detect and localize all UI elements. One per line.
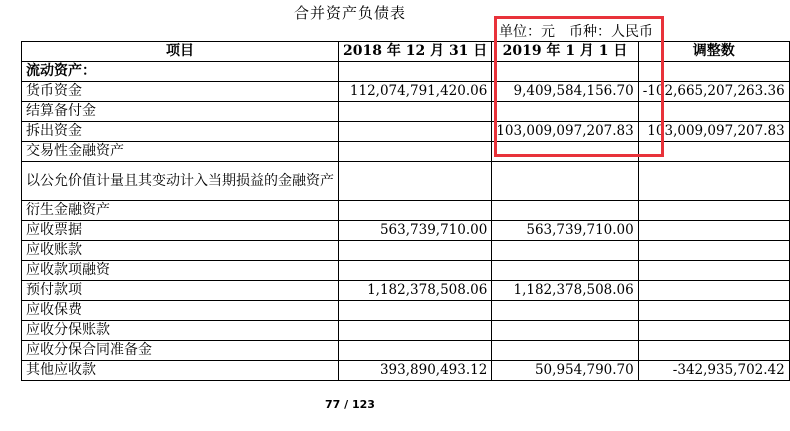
cell-adjustment — [638, 341, 789, 361]
cell-adjustment — [638, 201, 789, 221]
cell-2018: 1,182,378,508.06 — [339, 281, 492, 301]
cell-2018: 563,739,710.00 — [339, 221, 492, 241]
cell-adjustment — [638, 162, 789, 201]
row-label: 以公允价值计量且其变动计入当期损益的金融资产 — [22, 162, 339, 201]
cell-2019: 50,954,790.70 — [492, 361, 638, 381]
cell-2018: 112,074,791,420.06 — [339, 82, 492, 102]
row-label: 衍生金融资产 — [22, 201, 339, 221]
cell-2018 — [339, 102, 492, 122]
cell-adjustment — [638, 261, 789, 281]
table-row — [22, 62, 790, 82]
row-label: 拆出资金 — [22, 122, 339, 142]
cell-adjustment — [638, 301, 789, 321]
row-label: 应收账款 — [22, 241, 339, 261]
balance-sheet-table — [21, 41, 790, 381]
cell-2019 — [492, 301, 638, 321]
cell-adjustment — [638, 102, 789, 122]
cell-2018 — [339, 62, 492, 82]
row-label: 应收分保合同准备金 — [22, 341, 339, 361]
cell-2018 — [339, 142, 492, 162]
row-label: 应收分保账款 — [22, 321, 339, 341]
table-row — [22, 261, 790, 281]
cell-2019: 563,739,710.00 — [492, 221, 638, 241]
cell-2019: 1,182,378,508.06 — [492, 281, 638, 301]
cell-2019 — [492, 341, 638, 361]
currency-label: 币种：人民币 — [569, 24, 653, 40]
unit-line — [485, 21, 653, 41]
cell-2019 — [492, 201, 638, 221]
header-adjustment: 调整数 — [638, 42, 789, 62]
cell-adjustment — [638, 241, 789, 261]
cell-adjustment: 103,009,097,207.83 — [638, 122, 789, 142]
cell-2019 — [492, 142, 638, 162]
header-2019-01-01: 2019 年 1 月 1 日 — [492, 42, 638, 62]
cell-2019 — [492, 102, 638, 122]
row-label: 应收款项融资 — [22, 261, 339, 281]
table-row — [22, 241, 790, 261]
cell-adjustment — [638, 142, 789, 162]
table-row — [22, 321, 790, 341]
header-2018-12-31: 2018 年 12 月 31 日 — [339, 42, 492, 62]
cell-2018 — [339, 241, 492, 261]
cell-2018 — [339, 201, 492, 221]
cell-adjustment — [638, 221, 789, 241]
table-row — [22, 281, 790, 301]
cell-2019 — [492, 261, 638, 281]
header-item: 项目 — [22, 42, 339, 62]
table-row — [22, 162, 790, 201]
cell-2018 — [339, 321, 492, 341]
row-label: 应收票据 — [22, 221, 339, 241]
page-title: 合并资产负债表 — [293, 4, 406, 22]
cell-adjustment: -102,665,207,263.36 — [638, 82, 789, 102]
table-row — [22, 361, 790, 381]
row-label: 流动资产： — [22, 62, 339, 82]
cell-adjustment — [638, 281, 789, 301]
table-row — [22, 221, 790, 241]
cell-2019: 103,009,097,207.83 — [492, 122, 638, 142]
table-row — [22, 341, 790, 361]
cell-2018 — [339, 261, 492, 281]
page-number: 77 / 123 — [325, 398, 375, 411]
cell-2018: 393,890,493.12 — [339, 361, 492, 381]
cell-2019: 9,409,584,156.70 — [492, 82, 638, 102]
table-row — [22, 122, 790, 142]
row-label: 货币资金 — [22, 82, 339, 102]
row-label: 交易性金融资产 — [22, 142, 339, 162]
row-label: 预付款项 — [22, 281, 339, 301]
cell-2018 — [339, 301, 492, 321]
table-row — [22, 301, 790, 321]
unit-label: 单位：元 — [499, 24, 555, 40]
table-row — [22, 201, 790, 221]
cell-2018 — [339, 122, 492, 142]
cell-2019 — [492, 321, 638, 341]
row-label: 结算备付金 — [22, 102, 339, 122]
table-row — [22, 102, 790, 122]
table-row — [22, 142, 790, 162]
cell-2019 — [492, 162, 638, 201]
cell-adjustment — [638, 62, 789, 82]
cell-2019 — [492, 241, 638, 261]
table-row — [22, 82, 790, 102]
row-label: 其他应收款 — [22, 361, 339, 381]
cell-adjustment — [638, 321, 789, 341]
cell-2019 — [492, 62, 638, 82]
cell-2018 — [339, 162, 492, 201]
cell-2018 — [339, 341, 492, 361]
table-header-row — [22, 42, 790, 62]
row-label: 应收保费 — [22, 301, 339, 321]
cell-adjustment: -342,935,702.42 — [638, 361, 789, 381]
